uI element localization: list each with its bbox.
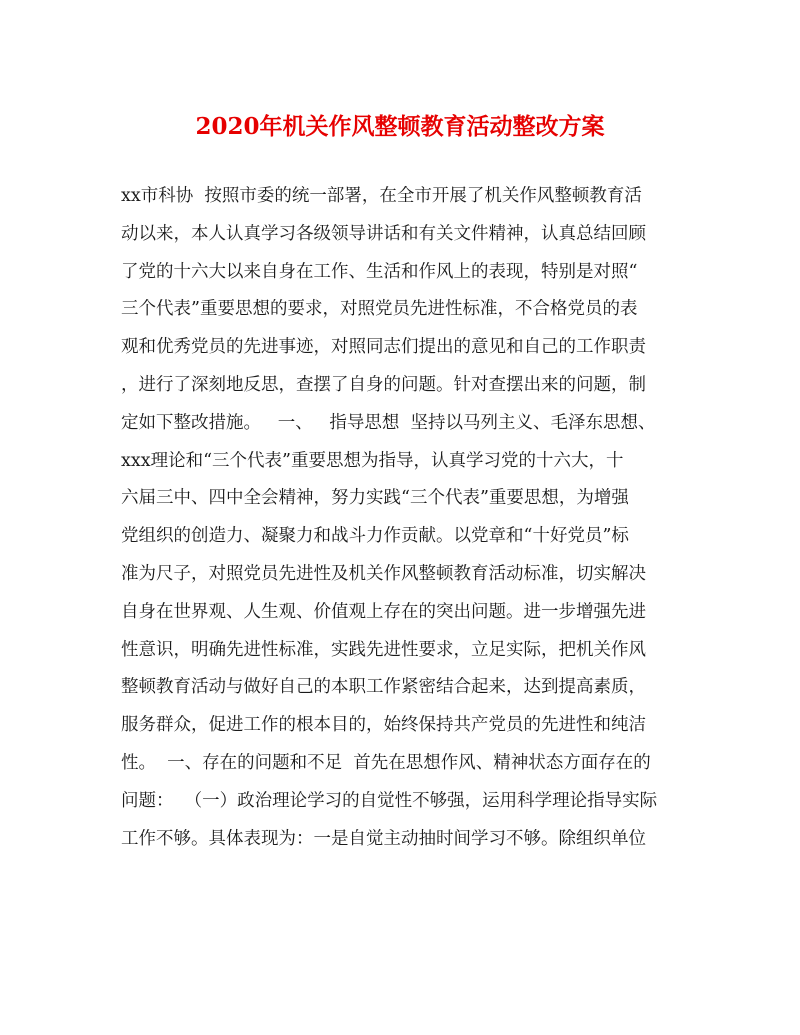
body-line-13: 性意识，明确先进性标准，实践先进性要求，立足实际，把机关作风 <box>121 639 646 660</box>
body-line-15: 服务群众，促进工作的根本目的，始终保持共产党员的先进性和纯洁 <box>121 715 646 736</box>
body-line-11: 准为尺子，对照党员先进性及机关作风整顿教育活动标准，切实解决 <box>121 563 646 584</box>
document-title: 2020年机关作风整顿教育活动整改方案 <box>195 113 605 140</box>
body-line-10: 党组织的创造力、凝聚力和战斗力作贡献。以党章和“十好党员”标 <box>121 526 629 547</box>
body-line-4: 三个代表”重要思想的要求，对照党员先进性标准，不合格党员的表 <box>121 299 638 320</box>
body-line-1: xx市科协 按照市委的统一部署，在全市开展了机关作风整顿教育活 <box>121 186 642 206</box>
body-line-14: 整顿教育活动与做好自己的本职工作紧密结合起来，达到提高素质， <box>121 677 646 698</box>
body-line-5: 观和优秀党员的先进事迹，对照同志们提出的意见和自己的工作职责 <box>121 337 646 358</box>
body-line-6: ，进行了深刻地反思，查摆了自身的问题。针对查摆出来的问题，制 <box>121 374 646 395</box>
body-line-16: 性。 一、存在的问题和不足 首先在思想作风、精神状态方面存在的 <box>121 752 651 773</box>
body-line-8: xxx理论和“三个代表”重要思想为指导，认真学习党的十六大，十 <box>121 450 624 471</box>
body-line-17: 问题： （一）政治理论学习的自觉性不够强，运用科学理论指导实际 <box>121 790 658 811</box>
body-line-3: 了党的十六大以来自身在工作、生活和作风上的表现，特别是对照“ <box>121 261 638 282</box>
body-line-18: 工作不够。具体表现为：一是自觉主动抽时间学习不够。除组织单位 <box>121 828 646 849</box>
body-line-12: 自身在世界观、人生观、价值观上存在的突出问题。进一步增强先进 <box>121 601 646 622</box>
body-line-7: 定如下整改措施。 一、 指导思想 坚持以马列主义、毛泽东思想、 <box>121 412 656 433</box>
body-line-2: 动以来，本人认真学习各级领导讲话和有关文件精神，认真总结回顾 <box>121 223 646 244</box>
document-body <box>121 178 701 858</box>
body-line-9: 六届三中、四中全会精神，努力实践“三个代表”重要思想，为增强 <box>121 488 629 509</box>
